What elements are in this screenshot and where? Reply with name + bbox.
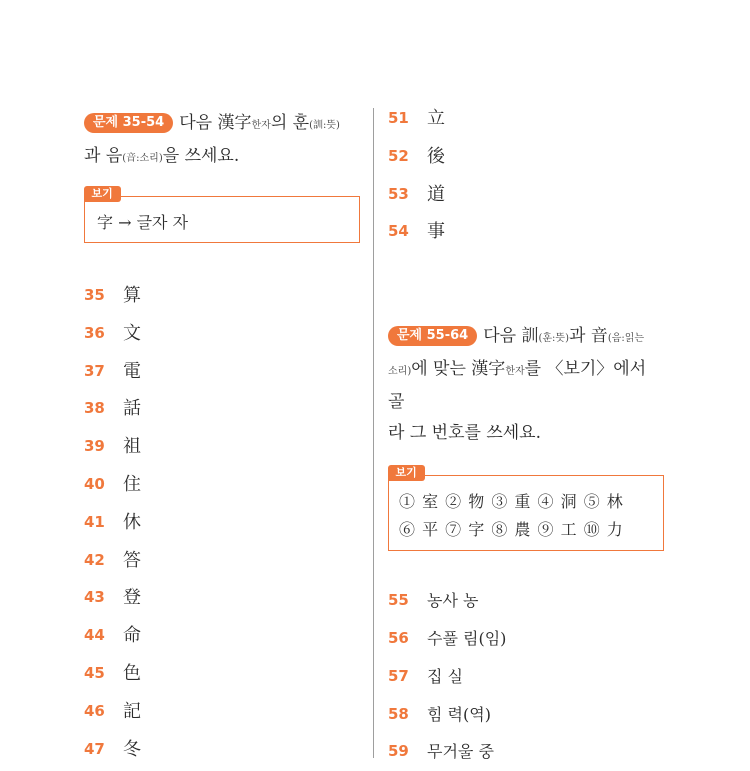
example-text: 字 → 글자 자 — [97, 213, 189, 232]
question-item — [388, 100, 664, 138]
hanja-character: 答 — [123, 549, 141, 571]
question-item — [84, 655, 360, 693]
question-item — [388, 582, 664, 620]
question-35-54-instruction — [84, 108, 360, 174]
question-badge: 문제 35-54 — [84, 113, 173, 133]
question-item — [84, 731, 360, 769]
question-number: 40 — [84, 474, 105, 493]
question-number: 52 — [388, 146, 409, 165]
question-item — [84, 353, 360, 391]
question-number: 46 — [84, 701, 105, 720]
example-box — [388, 466, 664, 551]
meaning-reading: 농사 농 — [427, 591, 479, 611]
instruction-note: 한자 — [251, 120, 271, 131]
instruction-note: (음:읽는 — [607, 333, 645, 345]
question-item — [388, 176, 664, 214]
question-number: 57 — [388, 666, 409, 685]
question-badge: 문제 55-64 — [388, 326, 477, 346]
question-item — [84, 315, 360, 353]
question-number: 53 — [388, 184, 409, 203]
hanja-character: 算 — [123, 285, 141, 306]
instruction-text: 다음 訓 — [483, 326, 539, 347]
question-item — [84, 390, 360, 428]
question-number: 58 — [388, 704, 409, 723]
question-number: 38 — [84, 399, 105, 418]
question-number: 44 — [84, 626, 105, 645]
hanja-character: 住 — [123, 473, 141, 495]
question-item — [84, 428, 360, 466]
question-item — [84, 542, 360, 580]
example-label: 보기 — [388, 465, 425, 481]
instruction-text: 과 음 — [84, 146, 123, 166]
question-item — [84, 504, 360, 542]
question-number: 56 — [388, 628, 409, 647]
hanja-character: 立 — [427, 108, 445, 129]
meaning-reading: 집 실 — [427, 666, 463, 686]
example-row: ⑥ 平 ⑦ 字 ⑧ 農 ⑨ 工 ⑩ 力 — [399, 520, 624, 540]
question-item — [388, 733, 664, 771]
instruction-text: 다음 漢字 — [179, 113, 252, 133]
question-item — [388, 620, 664, 658]
question-item — [84, 466, 360, 504]
left-column — [84, 108, 360, 768]
question-55-64-instruction — [388, 321, 664, 449]
instruction-note: (訓:뜻) — [309, 120, 340, 131]
question-number: 47 — [84, 739, 105, 758]
hanja-character: 道 — [427, 183, 445, 205]
question-number: 41 — [84, 512, 105, 531]
hanja-character: 話 — [123, 398, 141, 420]
instruction-note: (音:소리) — [122, 153, 163, 164]
question-item — [84, 579, 360, 617]
question-item — [84, 693, 360, 731]
hanja-character: 事 — [427, 221, 445, 243]
instruction-note: 한자 — [505, 366, 525, 378]
question-number: 39 — [84, 437, 105, 456]
hanja-character: 登 — [123, 587, 141, 609]
column-divider — [373, 108, 374, 758]
hanja-character: 電 — [123, 360, 141, 382]
question-number: 43 — [84, 588, 105, 607]
hanja-character: 祖 — [123, 436, 141, 458]
instruction-text: 를 〈보기〉에서 골 — [388, 359, 647, 413]
hanja-character: 文 — [123, 322, 141, 344]
question-list-35-47 — [84, 277, 360, 768]
instruction-text: 라 그 번호를 쓰세요. — [388, 423, 541, 444]
question-list-55-59 — [388, 582, 664, 771]
instruction-text: 과 音 — [568, 326, 608, 347]
question-number: 36 — [84, 323, 105, 342]
question-number: 51 — [388, 109, 409, 127]
hanja-character: 後 — [427, 145, 445, 167]
instruction-text: 의 훈 — [270, 113, 310, 133]
question-number: 35 — [84, 286, 105, 304]
meaning-reading: 무거울 중 — [427, 742, 494, 762]
question-number: 54 — [388, 222, 409, 241]
question-item — [388, 213, 664, 251]
question-number: 42 — [84, 550, 105, 569]
instruction-note: 소리) — [388, 366, 412, 378]
hanja-character: 命 — [123, 625, 141, 647]
hanja-character: 記 — [123, 700, 141, 722]
question-item — [84, 617, 360, 655]
example-row: ① 室 ② 物 ③ 重 ④ 洞 ⑤ 林 — [399, 492, 624, 512]
question-item — [388, 138, 664, 176]
example-box — [84, 187, 360, 243]
instruction-note: (훈:뜻) — [538, 333, 569, 345]
instruction-text: 을 쓰세요. — [162, 146, 240, 166]
question-number: 45 — [84, 663, 105, 682]
question-item — [388, 658, 664, 696]
question-item — [84, 277, 360, 315]
meaning-reading: 수풀 림(임) — [427, 628, 507, 648]
example-label: 보기 — [84, 186, 121, 202]
hanja-character: 冬 — [123, 738, 141, 760]
question-number: 55 — [388, 591, 409, 610]
instruction-text: 에 맞는 漢字 — [411, 359, 506, 380]
hanja-character: 休 — [123, 511, 141, 533]
question-list-51-54 — [388, 100, 664, 251]
meaning-reading: 힘 력(역) — [427, 704, 491, 724]
right-column — [388, 108, 664, 771]
question-item — [388, 696, 664, 734]
question-number: 59 — [388, 742, 409, 761]
hanja-character: 色 — [123, 662, 141, 684]
question-number: 37 — [84, 361, 105, 380]
